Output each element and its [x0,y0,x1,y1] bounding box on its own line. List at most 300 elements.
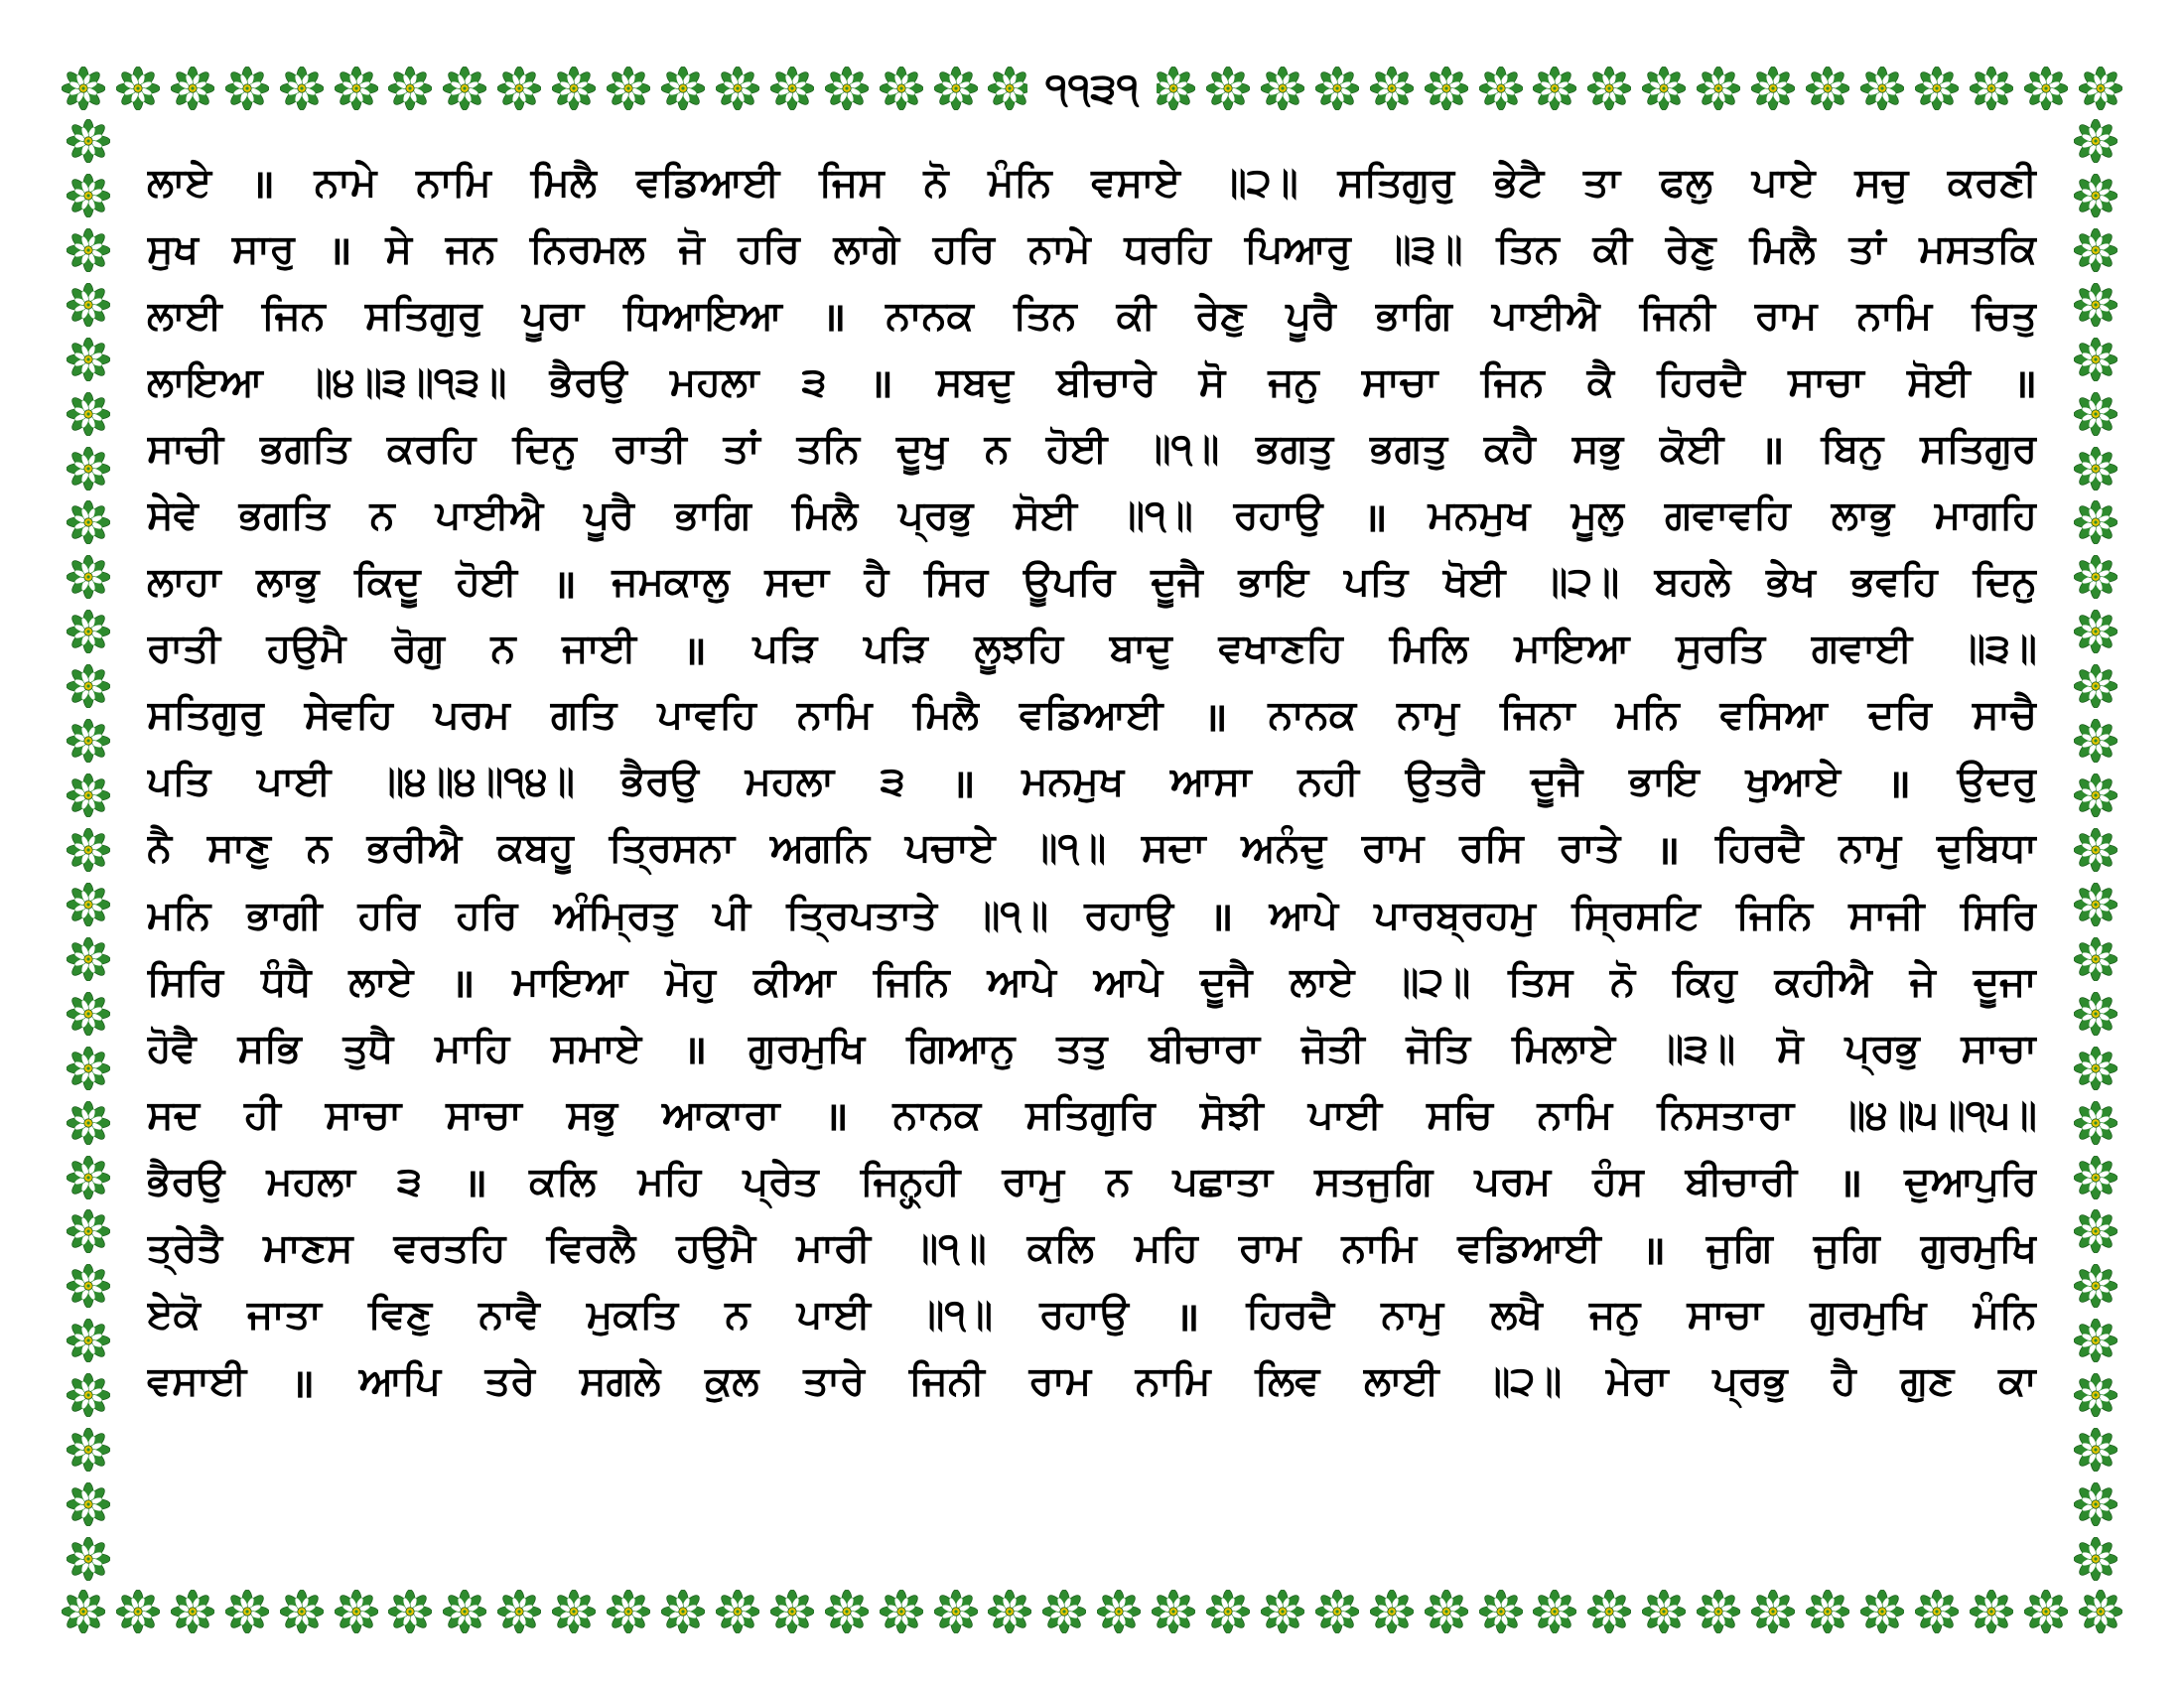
word: ਰਾਮ [1754,292,1818,339]
word: ਹੈ [864,559,889,606]
word: ਪੂਰੈ [1286,292,1336,339]
text-line [147,1148,2037,1214]
word: ਮਿਲੈ [1749,225,1816,272]
word: ਦਿਨੁ [512,425,577,472]
word: ਰੋਗੁ [392,626,445,672]
word: ਪਾਰਬ੍ਰਹਮੁ [1374,892,1536,938]
word: ਭੈਰਉ [620,759,699,805]
word: ॥ [2012,361,2037,408]
lotus-flower-icon [171,67,214,110]
word: ॥ [824,1094,849,1141]
lotus-flower-icon [1697,67,1740,110]
word: ਮਿਲਾਏ [1512,1025,1616,1071]
lotus-flower-icon [1587,67,1631,110]
lotus-flower-icon [1206,67,1250,110]
word: ਜੁਗਿ [1813,1225,1880,1272]
word: ਨਾਮਿ [1135,1358,1211,1405]
word: ਭੇਟੈ [1494,159,1545,206]
word: ਅੰਮ੍ਰਿਤੁ [553,892,677,938]
lotus-flower-icon [2079,67,2122,110]
word: ਸੋਈ [1014,492,1077,539]
word: ਜਨੁ [1589,1292,1641,1338]
lotus-flower-icon [1370,1590,1414,1633]
word: ਏਕੋ [147,1292,201,1338]
word: ॥ [250,162,275,209]
lotus-flower-icon [2074,1156,2117,1199]
lotus-flower-icon [2074,1047,2117,1090]
word: ਹਰਿ [456,892,518,938]
word: ਗਵਾਵਹਿ [1664,492,1791,539]
word: ਰਾਮੁ [1002,1158,1065,1204]
lotus-flower-icon [443,67,486,110]
word: ਉਤਰੈ [1405,759,1485,805]
word: ਸਤਿਗੁਰੁ [147,692,264,739]
word: ਸਾਚਾ [1788,358,1864,405]
word: ਤੁਧੈ [342,1025,394,1071]
lotus-flower-icon [2074,937,2117,981]
word: ਸਗਲੇ [579,1358,661,1405]
word: ॥੨॥ [1219,159,1298,206]
word: ਨਿਸਤਾਰਾ [1657,1091,1795,1138]
lotus-flower-icon [1315,1590,1359,1633]
lotus-flower-icon [67,1156,110,1199]
decorative-border-left [58,119,119,1581]
word: ਰਾਮ [1238,1225,1301,1272]
lotus-flower-icon [2074,719,2117,763]
lotus-flower-icon [2024,1590,2068,1633]
lotus-flower-icon [2074,1209,2117,1253]
lotus-flower-icon [2074,228,2117,272]
word: ਮਿਲੈ [791,492,858,539]
word: ਵਰਤਹਿ [393,1225,506,1272]
lotus-flower-icon [1860,67,1904,110]
word: ਜਾਤਾ [247,1292,322,1338]
lotus-flower-icon [67,719,110,763]
lotus-flower-icon [1751,1590,1795,1633]
word: ਅਗਨਿ [769,825,870,872]
word: ਨੋ [1610,958,1636,1005]
word: ੩ [880,759,905,805]
word: ਤ੍ਰਿਪਤਾਤੇ [786,892,937,938]
lotus-flower-icon [1806,1590,1849,1633]
word: ਬਾਦੁ [1109,626,1172,672]
word: ਧਿਆਇਆ [623,292,782,339]
word: ਲਾਇਆ [147,358,263,405]
word: ਵਸਾਈ [147,1358,247,1405]
word: ਮਨਿ [147,892,211,938]
word: ਕੋਈ [1660,425,1724,472]
word: ਪ੍ਰੇਤ [743,1158,819,1204]
lotus-flower-icon [67,174,110,217]
word: ਰਹਾਉ [1084,892,1173,938]
lotus-flower-icon [67,937,110,981]
word: ਖੁਆਏ [1745,759,1842,805]
word: ਮਹਲਾ [266,1158,355,1204]
word: ਕਹੀਐ [1774,958,1872,1005]
word: ਸੋਝੀ [1199,1091,1264,1138]
lotus-flower-icon [770,1590,814,1633]
word: ਤਰੇ [484,1358,536,1405]
word: ॥੩॥ [1657,1025,1735,1071]
word: ਪਾਈਐ [435,492,544,539]
word: ਪਾਵਹਿ [657,692,756,739]
word: ॥ [1886,761,1911,807]
word: ਤਾਂ [723,425,760,472]
word: ਮਾਹਿ [435,1025,510,1071]
word: ਹੈ [1832,1358,1856,1405]
word: ਬੀਚਾਰੇ [1056,358,1157,405]
lotus-flower-icon [67,119,110,163]
decorative-border-bottom [62,1581,2122,1642]
word: ਰਹਾਉ [1039,1292,1129,1338]
word: ਮਾਇਆ [512,958,628,1005]
lotus-flower-icon [497,1590,541,1633]
word: ਨਾਮੁ [1381,1292,1444,1338]
lotus-flower-icon [388,1590,432,1633]
lotus-flower-icon [607,1590,650,1633]
word: ਨਾਮੁ [1839,825,1902,872]
text-line [147,1282,2037,1348]
word: ਭਗਤੁ [1256,425,1334,472]
word: ਦੂਖੁ [896,425,948,472]
word: ਮੂਲੁ [1570,492,1624,539]
lotus-flower-icon [171,1590,214,1633]
text-line [147,749,2037,815]
lotus-flower-icon [62,67,105,110]
lotus-flower-icon [67,1482,110,1526]
lotus-flower-icon [1042,1590,1086,1633]
word: ਤਤੁ [1056,1025,1108,1071]
word: ਸਾਚਾ [325,1091,402,1138]
lotus-flower-icon [716,1590,759,1633]
word: ॥੪॥੪॥੧੪॥ [377,759,575,805]
word: ॥ [1839,1161,1863,1207]
word: ਤਿਨ [1496,225,1560,272]
word: ਮਹਿ [637,1158,702,1204]
word: ॥੨॥ [1541,559,1620,606]
word: ਮੰਨਿ [1973,1292,2037,1338]
word: ਆਸਾ [1169,759,1252,805]
lotus-flower-icon [934,1590,978,1633]
lotus-flower-icon [1152,67,1195,110]
word: ਨਾਨਕ [886,292,974,339]
lotus-flower-icon [2074,119,2117,163]
text-line [147,549,2037,616]
word: ਜਿਨ [261,292,326,339]
word: ਊਪਰਿ [1024,559,1116,606]
lotus-flower-icon [280,67,324,110]
word: ਦੂਜੈ [1151,559,1203,606]
lotus-flower-icon [1479,67,1523,110]
word: ਭਾਇ [1629,759,1700,805]
word: ਖੋਈ [1443,559,1506,606]
text-line [147,282,2037,349]
word: ਮਿਲੈ [912,692,979,739]
word: ਨ [984,425,1010,472]
lotus-flower-icon [1642,67,1686,110]
word: ੩ [801,358,827,405]
word: ਭਵਹਿ [1850,559,1938,606]
word: ਸਿਰਿ [147,958,224,1005]
word: ਹੋਵੈ [147,1025,197,1071]
word: ਹਿਰਦੈ [1714,825,1804,872]
word: ਗੁਣ [1900,1358,1955,1405]
word: ॥ [951,761,976,807]
word: ॥ [1760,428,1785,475]
lotus-flower-icon [335,67,378,110]
word: ਸਾਚੀ [147,425,224,472]
word: ਪਚਾਏ [904,825,996,872]
lotus-flower-icon [67,1101,110,1145]
word: ॥ [1175,1294,1200,1340]
text-line [147,682,2037,749]
word: ਮਹਿ [1135,1225,1198,1272]
text-line [147,1215,2037,1282]
lotus-flower-icon [67,1537,110,1581]
word: ਸਚੁ [1854,159,1909,206]
word: ਲਾਭੁ [256,559,320,606]
word: ਜਨ [445,225,496,272]
lotus-flower-icon [1915,67,1959,110]
word: ਸੁਖ [147,225,199,272]
word: ਵਸਾਏ [1091,159,1181,206]
word: ਹਰਿ [738,225,800,272]
lotus-flower-icon [280,1590,324,1633]
word: ਪਤਿ [147,759,211,805]
word: ਲਾਭੁ [1831,492,1894,539]
word: ਪਤਿ [1344,559,1409,606]
word: ਦਰਿ [1867,692,1932,739]
word: ਭਗਤੁ [1370,425,1448,472]
word: ਪਾਈਐ [1491,292,1600,339]
word: ਕਿਹੁ [1673,958,1737,1005]
word: ਕਬਹੂ [497,825,574,872]
word: ॥੪॥੩॥੧੩॥ [305,358,507,405]
word: ਦੂਜਾ [1973,958,2037,1005]
word: ਤ੍ਰਿਸਨਾ [609,825,736,872]
word: ॥ [1209,895,1234,941]
lotus-flower-icon [1533,67,1576,110]
word: ਜਿਨ [1480,358,1545,405]
word: ੩ [396,1158,422,1204]
text-line [147,482,2037,548]
word: ਨਾਮਿ [1856,292,1933,339]
lotus-flower-icon [2079,1590,2122,1633]
lotus-flower-icon [2074,883,2117,926]
word: ਭਾਗੀ [246,892,323,938]
lotus-flower-icon [62,1590,105,1633]
word: ਤਾਂ [1848,225,1886,272]
word: ਲਾਹਾ [147,559,221,606]
lotus-flower-icon [67,283,110,327]
word: ਨੋ [923,159,949,206]
word: ਜਿਨਾ [1499,692,1575,739]
word: ਨ [490,626,516,672]
lotus-flower-icon [1261,67,1304,110]
word: ਨਾਨਕ [892,1091,982,1138]
lotus-flower-icon [67,610,110,653]
word: ਰੇਣੁ [1665,225,1716,272]
lotus-flower-icon [770,67,814,110]
word: ਫਲੁ [1659,159,1712,206]
lotus-flower-icon [2074,447,2117,491]
word: ਮਸਤਕਿ [1919,225,2037,272]
lotus-flower-icon [225,67,269,110]
lotus-flower-icon [2074,1428,2117,1472]
lotus-flower-icon [552,67,596,110]
word: ਜਿਨੀ [908,1358,985,1405]
word: ਗੁਰਮੁਖਿ [1810,1292,1927,1338]
lotus-flower-icon [825,1590,869,1633]
lotus-flower-icon [2074,555,2117,599]
word: ਵਡਿਆਈ [635,159,780,206]
word: ॥ [463,1161,487,1207]
word: ਕੈ [1586,358,1615,405]
lotus-flower-icon [1206,1590,1250,1633]
word: ਮਿਲਿ [1389,626,1468,672]
word: ਨਾਮਿ [1537,1091,1613,1138]
lotus-flower-icon [67,555,110,599]
word: ਚਿਤੁ [1972,292,2037,339]
word: ਮੋਹੁ [665,958,717,1005]
word: ਸਚਿ [1427,1091,1493,1138]
word: ਭੈਰਉ [147,1158,225,1204]
word: ਭਾਇ [1238,559,1309,606]
word: ਪ੍ਰਭੁ [1844,1025,1920,1071]
lotus-flower-icon [67,228,110,272]
word: ਨ [1106,1158,1132,1204]
word: ਨਾਮੇ [314,159,377,206]
lotus-flower-icon [2074,1482,2117,1526]
word: ਤ੍ਰੇਤੈ [147,1225,222,1272]
word: ਤਾਰੇ [803,1358,866,1405]
lotus-flower-icon [988,67,1031,110]
word: ਸੇਵਹਿ [304,692,393,739]
lotus-flower-icon [880,1590,923,1633]
lotus-flower-icon [1751,67,1795,110]
word: ਬਿਨੁ [1821,425,1884,472]
lotus-flower-icon [934,67,978,110]
word: ਰਾਤੇ [1559,825,1621,872]
word: ਸਾਚਾ [1361,358,1438,405]
word: ਜੋ [678,225,705,272]
word: ਹੀ [244,1091,281,1138]
word: ॥੧॥ [917,1292,993,1338]
text-line [147,415,2037,482]
lotus-flower-icon [1806,67,1849,110]
word: ਮਾਇਆ [1514,626,1630,672]
lotus-flower-icon [67,1373,110,1417]
word: ਸਿਰ [923,559,989,606]
word: ਰਾਮ [1361,825,1425,872]
lotus-flower-icon [67,1428,110,1472]
word: ਵਸਿਆ [1719,692,1828,739]
word: ਸਮਾਏ [551,1025,642,1071]
lotus-flower-icon [1370,67,1414,110]
word: ਸਿਰਿ [1960,892,2037,938]
word: ਸਤਜੁਗਿ [1314,1158,1433,1204]
word: ਭੇਖ [1766,559,1816,606]
word: ਗਤਿ [550,692,617,739]
word: ਕਰਹਿ [386,425,477,472]
lotus-flower-icon [1425,1590,1468,1633]
word: ਲਿਵ [1255,1358,1320,1405]
text-line [147,215,2037,282]
word: ਲਾਈ [1364,1358,1439,1405]
word: ਸੋ [1776,1025,1804,1071]
lotus-flower-icon [388,67,432,110]
word: ਜਿਨ੍ਹ੍ਹੀ [860,1158,961,1204]
word: ॥੪॥੫॥੧੫॥ [1839,1091,2037,1138]
lotus-flower-icon [497,67,541,110]
word: ਤਾ [1582,159,1621,206]
word: ਨਾਮਿ [796,692,873,739]
lotus-flower-icon [1315,67,1359,110]
word: ਵਖਾਣਹਿ [1218,626,1343,672]
word: ਜਿਨਿ [1736,892,1813,938]
word: ਰਾਤੀ [613,425,687,472]
lotus-flower-icon [67,500,110,544]
word: ਗੁਰਮੁਖਿ [1920,1225,2037,1272]
word: ਹਰਿ [932,225,996,272]
word: ॥ [552,561,577,608]
word: ਸਭਿ [237,1025,302,1071]
word: ਤਿਨ [1014,292,1077,339]
word: ਲਾਈ [147,292,222,339]
word: ਹਿਰਦੈ [1246,1292,1335,1338]
page-number: ੧੧੩੧ [1027,58,1157,119]
word: ਜਿਨਿ [873,958,950,1005]
word: ॥ [1363,494,1388,541]
word: ਸਾਚਾ [1687,1292,1763,1338]
word: ॥ [1656,827,1681,874]
lotus-flower-icon [116,1590,160,1633]
word: ਪੀ [713,892,751,938]
text-line [147,1015,2037,1081]
scripture-text-block [147,149,2037,1549]
word: ਪਾਈ [796,1292,872,1338]
word: ਭਾਗਿ [675,492,751,539]
word: ਦੂਜੈ [1199,958,1253,1005]
word: ॥ [1641,1227,1666,1274]
word: ਮਾਣਸ [263,1225,353,1272]
word: ਜੋਤੀ [1300,1025,1365,1071]
text-line [147,815,2037,882]
word: ਭੈਰਉ [549,358,627,405]
word: ਵਿਰਲੈ [546,1225,636,1272]
text-line [147,1348,2037,1415]
word: ਸਾਚਾ [446,1091,522,1138]
lotus-flower-icon [2074,1373,2117,1417]
lotus-flower-icon [225,1590,269,1633]
text-line [147,882,2037,948]
word: ਨਾਮੁ [1397,692,1459,739]
word: ਰਾਤੀ [147,626,220,672]
word: ਬੀਚਾਰੀ [1685,1158,1798,1204]
word: ਮਨਮੁਖ [1428,492,1531,539]
word: ਪਾਈ [257,759,332,805]
lotus-flower-icon [116,67,160,110]
word: ਮਹਲਾ [670,358,759,405]
lotus-flower-icon [2074,1264,2117,1308]
lotus-flower-icon [880,67,923,110]
word: ਜਾਈ [562,626,636,672]
lotus-flower-icon [67,883,110,926]
word: ਸਾਚੈ [1972,692,2037,739]
lotus-flower-icon [1642,1590,1686,1633]
word: ਸਾਚਾ [1961,1025,2037,1071]
lotus-flower-icon [1970,67,2013,110]
